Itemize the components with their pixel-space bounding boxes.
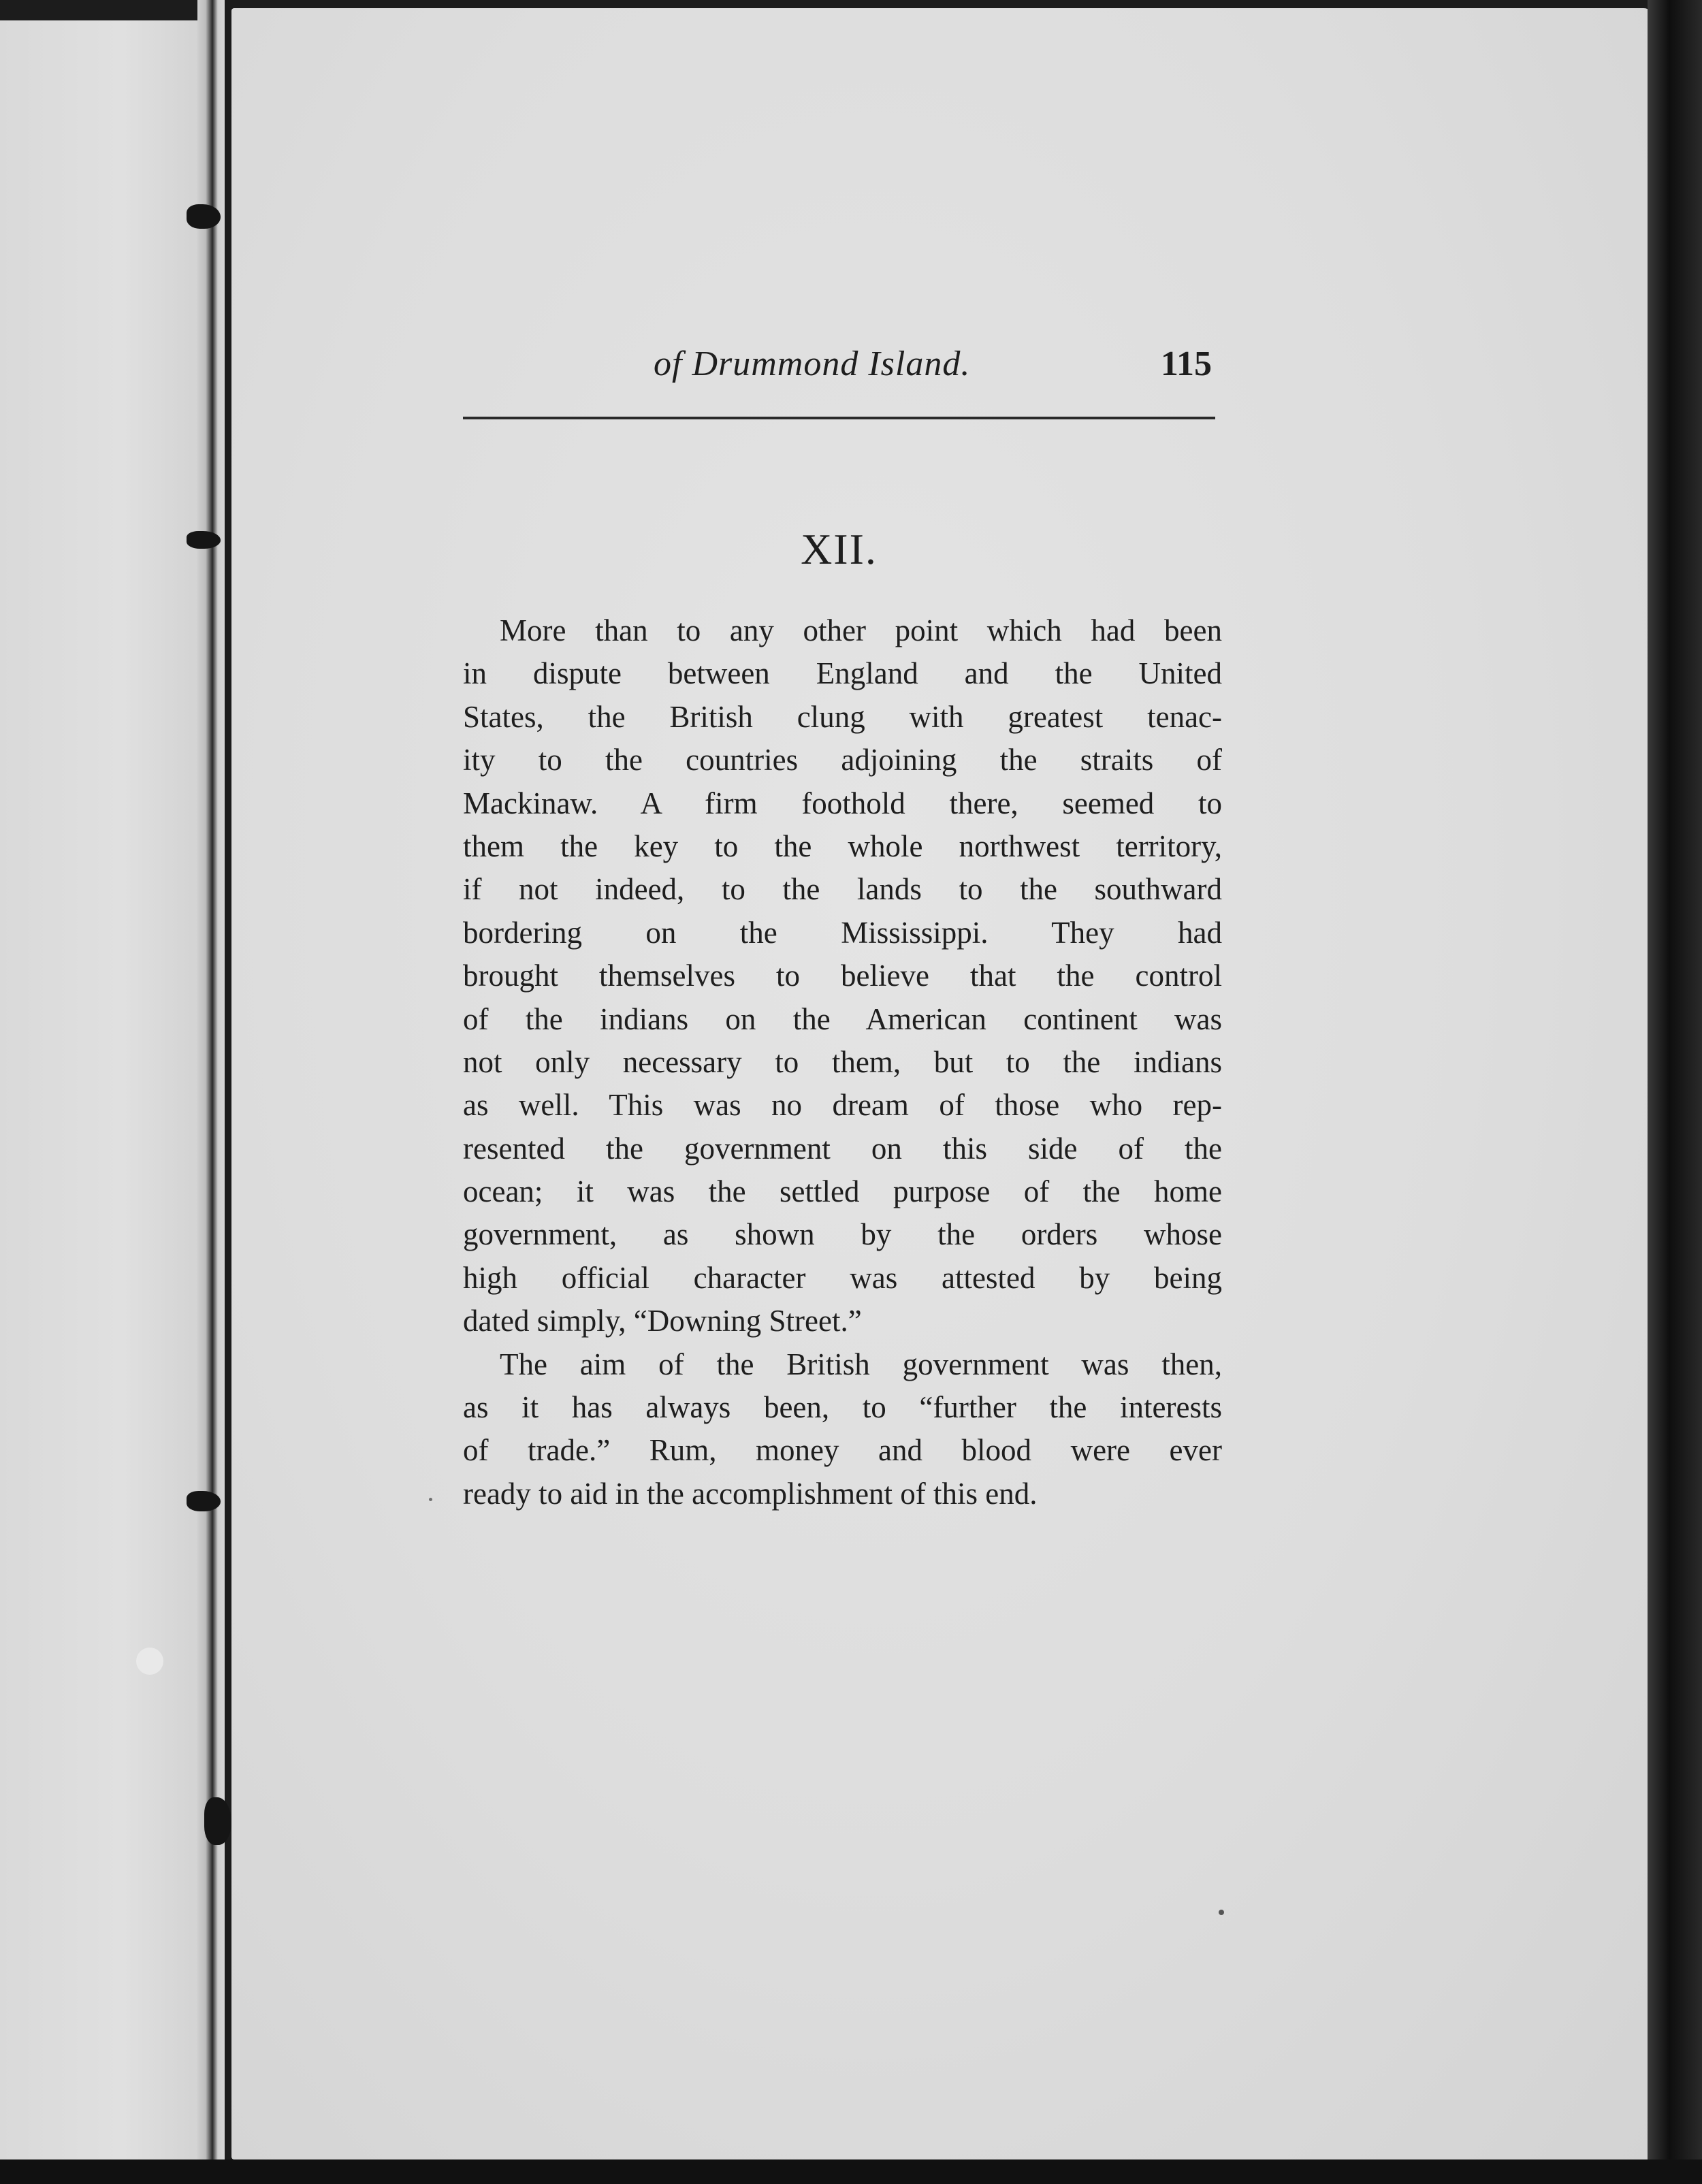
text-line: ready to aid in the accomplishment of this end. [463, 1476, 1038, 1511]
header-rule [463, 417, 1215, 419]
text-line: More than to any other point which had been [500, 613, 1222, 647]
text-line: government, as shown by the orders whose [463, 1217, 1222, 1252]
body-text [463, 609, 1222, 1515]
text-line: resented the government on this side of the [463, 1131, 1222, 1166]
text-line: The aim of the British government was then, [500, 1347, 1222, 1381]
binding-stitch [187, 1491, 221, 1511]
page-edge-shadow [1648, 0, 1702, 2184]
text-line: if not indeed, to the lands to the southward [463, 872, 1222, 907]
text-line: brought themselves to believe that the control [463, 959, 1222, 993]
text-line: as it has always been, to “further the interests [463, 1390, 1222, 1425]
left-page-margin [0, 20, 204, 2165]
book-gutter [197, 0, 225, 2184]
text-line: in dispute between England and the United [463, 656, 1222, 691]
dust-speck [136, 1648, 163, 1675]
text-line: bordering on the Mississippi. They had [463, 915, 1222, 950]
chapter-heading: XII. [801, 525, 878, 573]
text-line: not only necessary to them, but to the indians [463, 1044, 1222, 1079]
dust-speck [1219, 1910, 1224, 1915]
text-line: Mackinaw. A firm foothold there, seemed to [463, 786, 1222, 820]
running-title: of Drummond Island. [654, 344, 971, 383]
binding-stitch [187, 531, 221, 549]
text-line: high official character was attested by being [463, 1260, 1222, 1295]
text-line: ity to the countries adjoining the straits of [463, 743, 1222, 777]
dust-speck [429, 1498, 432, 1501]
text-line: of trade.” Rum, money and blood were ever [463, 1433, 1222, 1468]
running-head [463, 344, 1212, 398]
binding-stitch [187, 204, 221, 229]
binding-stitch [204, 1797, 231, 1845]
text-line: as well. This was no dream of those who rep- [463, 1088, 1222, 1123]
page-number: 115 [1160, 344, 1212, 383]
text-line: States, the British clung with greatest tenac- [463, 699, 1222, 734]
text-line: them the key to the whole northwest territory, [463, 829, 1222, 863]
text-line: of the indians on the American continent was [463, 1001, 1222, 1036]
text-line: dated simply, “Downing Street.” [463, 1304, 862, 1338]
scan-bottom-border [0, 2159, 1702, 2184]
text-line: ocean; it was the settled purpose of the home [463, 1174, 1222, 1209]
